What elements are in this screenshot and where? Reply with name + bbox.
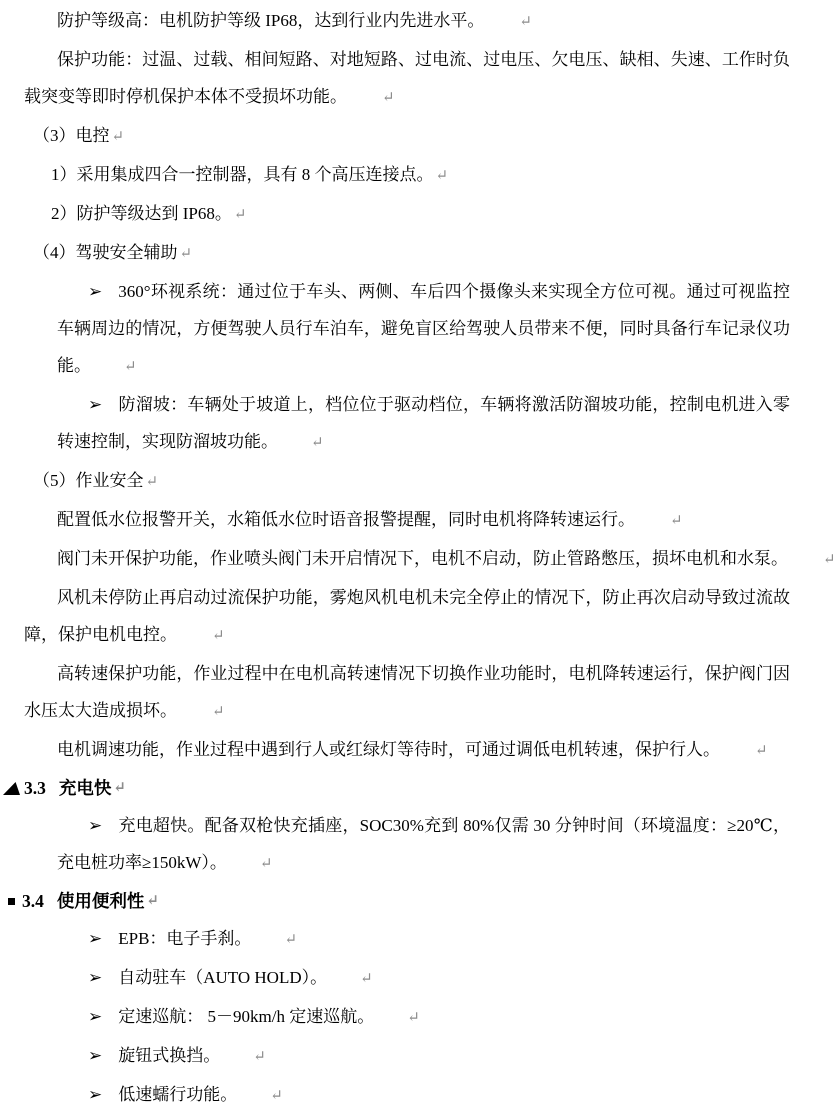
paragraph-text: 充电超快。配备双枪快充插座，SOC30%充到 80%仅需 30 分钟时间（环境温度：≥20℃，充电桩功率≥150kW）。 <box>57 816 790 872</box>
bullet-item: ➢ 360°环视系统：通过位于车头、两侧、车后四个摄像头来实现全方位可视。通过可视监控车辆周边的情况，方便驾驶人员行车泊车，避免盲区给驾驶人员带来不便，同时具备行车记录仪功能。 ↵ <box>57 282 790 375</box>
bullet-arrow-icon: ➢ <box>88 968 103 987</box>
bullet-item: ➢ 旋钮式换挡。 ↵ <box>88 1046 266 1065</box>
body-paragraph: 保护功能：过温、过载、相间短路、对地短路、过电流、过电压、欠电压、缺相、失速、工作时负载突变等即时停机保护本体不受损坏功能。 ↵ <box>24 50 790 106</box>
paragraph-text: 低速蠕行功能。 <box>118 1085 238 1104</box>
bullet-arrow-icon: ➢ <box>88 1007 103 1026</box>
outline-square-icon <box>8 898 15 905</box>
paragraph-text: 定速巡航： 5－90km/h 定速巡航。 <box>118 1007 375 1026</box>
paragraph-text: 防护等级高：电机防护等级 IP68，达到行业内先进水平。 <box>57 11 485 30</box>
bullet-item: ➢ 自动驻车（AUTO HOLD）。 ↵ <box>88 968 373 987</box>
heading-number: 3.4 <box>22 891 44 911</box>
bullet-item: ➢ 充电超快。配备双枪快充插座，SOC30%充到 80%仅需 30 分钟时间（环境温度：≥20℃，充电桩功率≥150kW）。 ↵ <box>57 816 790 872</box>
numbered-item: 1）采用集成四合一控制器，具有 8 个高压连接点。 ↵ <box>51 165 449 184</box>
paragraph-text: （3）电控 <box>33 126 110 145</box>
paragraph-text: 旋钮式换挡。 <box>118 1046 221 1065</box>
paragraph-text: EPB：电子手刹。 <box>118 929 252 948</box>
bullet-arrow-icon: ➢ <box>88 395 103 414</box>
paragraph-text: 1）采用集成四合一控制器，具有 8 个高压连接点。 <box>51 165 434 184</box>
bullet-arrow-icon: ➢ <box>88 929 103 948</box>
paragraph-text: 风机未停防止再启动过流保护功能，雾炮风机电机未完全停止的情况下，防止再次启动导致过流故障，保护电机电控。 <box>24 588 790 644</box>
heading-title: 充电快 <box>58 778 112 798</box>
bullet-arrow-icon: ➢ <box>88 816 103 835</box>
paragraph-text: 2）防护等级达到 IP68。 <box>51 204 232 223</box>
paragraph-text: 360°环视系统：通过位于车头、两侧、车后四个摄像头来实现全方位可视。通过可视监控车辆周边的情况，方便驾驶人员行车泊车，避免盲区给驾驶人员带来不便，同时具备行车记录仪功能。 <box>57 282 790 375</box>
paragraph-text: 自动驻车（AUTO HOLD）。 <box>118 968 328 987</box>
bullet-item: ➢ 防溜坡：车辆处于坡道上，档位位于驱动档位，车辆将激活防溜坡功能，控制电机进入零转速控制，实现防溜坡功能。 ↵ <box>57 395 790 451</box>
bullet-arrow-icon: ➢ <box>88 1085 103 1104</box>
body-paragraph: 高转速保护功能，作业过程中在电机高转速情况下切换作业功能时，电机降转速运行，保护阀门因水压太大造成损坏。 ↵ <box>24 664 790 720</box>
bullet-arrow-icon: ➢ <box>88 282 103 301</box>
body-paragraph: 防护等级高：电机防护等级 IP68，达到行业内先进水平。 ↵ <box>57 11 532 30</box>
body-paragraph: 电机调速功能，作业过程中遇到行人或红绿灯等待时，可通过调低电机转速，保护行人。 ↵ <box>57 740 768 759</box>
paragraph-text: （5）作业安全 <box>33 471 144 490</box>
paragraph-text: 保护功能：过温、过载、相间短路、对地短路、过电流、过电压、欠电压、缺相、失速、工作时负载突变等即时停机保护本体不受损坏功能。 <box>24 50 790 106</box>
section-label: （5）作业安全 ↵ <box>33 471 159 490</box>
numbered-item: 2）防护等级达到 IP68。 ↵ <box>51 204 247 223</box>
section-label: （4）驾驶安全辅助 ↵ <box>33 243 193 262</box>
paragraph-text: 高转速保护功能，作业过程中在电机高转速情况下切换作业功能时，电机降转速运行，保护阀门因水压太大造成损坏。 <box>24 664 790 720</box>
bullet-item: ➢ 低速蠕行功能。 ↵ <box>88 1085 283 1104</box>
paragraph-text: （4）驾驶安全辅助 <box>33 243 178 262</box>
body-paragraph: 配置低水位报警开关，水箱低水位时语音报警提醒，同时电机将降转速运行。 ↵ <box>57 510 683 529</box>
heading-title: 使用便利性 <box>56 891 145 911</box>
bullet-item: ➢ 定速巡航： 5－90km/h 定速巡航。 ↵ <box>88 1007 420 1026</box>
section-label: （3）电控 ↵ <box>33 126 125 145</box>
bullet-arrow-icon: ➢ <box>88 1046 103 1065</box>
outline-triangle-icon <box>3 782 20 795</box>
body-paragraph: 阀门未开保护功能，作业喷头阀门未开启情况下，电机不启动，防止管路憋压，损坏电机和水泵。 ↵ <box>57 549 836 568</box>
bullet-item: ➢ EPB：电子手刹。 ↵ <box>88 929 298 948</box>
paragraph-text: 电机调速功能，作业过程中遇到行人或红绿灯等待时，可通过调低电机转速，保护行人。 <box>57 740 720 759</box>
paragraph-text: 阀门未开保护功能，作业喷头阀门未开启情况下，电机不启动，防止管路憋压，损坏电机和水泵。 <box>57 549 788 568</box>
section-heading: 3.4 使用便利性 ↵ <box>8 883 790 920</box>
body-paragraph: 风机未停防止再启动过流保护功能，雾炮风机电机未完全停止的情况下，防止再次启动导致过流故障，保护电机电控。 ↵ <box>24 588 790 644</box>
paragraph-text: 防溜坡：车辆处于坡道上，档位位于驱动档位，车辆将激活防溜坡功能，控制电机进入零转速控制，实现防溜坡功能。 <box>57 395 790 451</box>
paragraph-text: 配置低水位报警开关，水箱低水位时语音报警提醒，同时电机将降转速运行。 <box>57 510 635 529</box>
heading-number: 3.3 <box>24 778 46 798</box>
section-heading: 3.3 充电快 ↵ <box>3 770 790 807</box>
